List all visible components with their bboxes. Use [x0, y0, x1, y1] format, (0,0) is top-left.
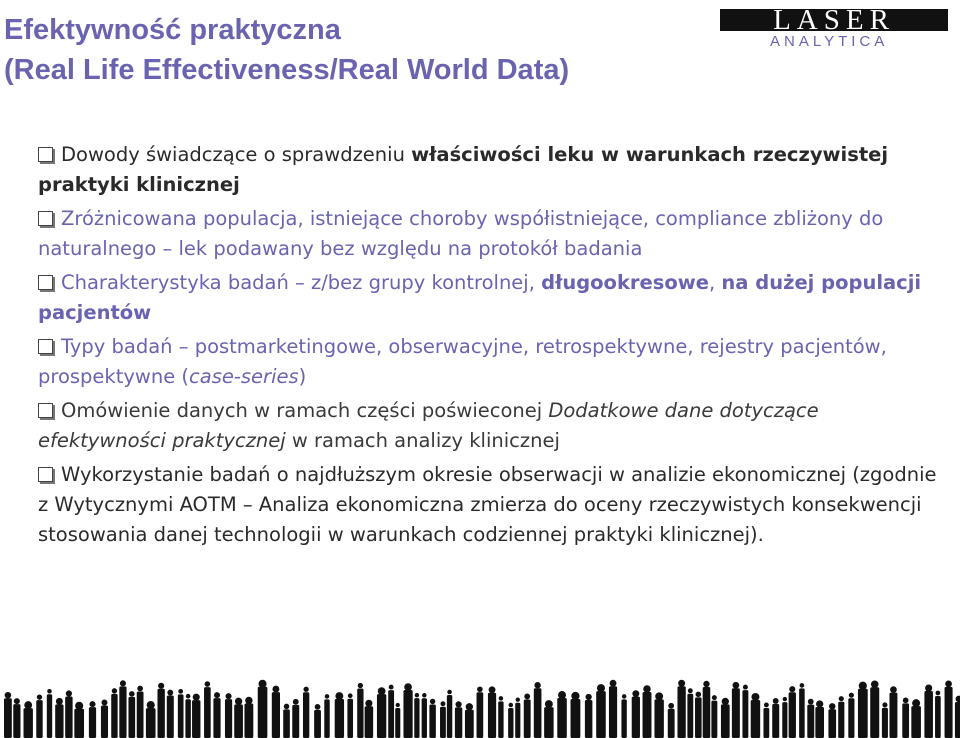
- person-head: [447, 690, 452, 695]
- person-body: [377, 694, 386, 738]
- person-body: [621, 699, 626, 738]
- person-body: [55, 704, 63, 738]
- person-head: [890, 686, 897, 693]
- person-body: [815, 707, 824, 738]
- person-head: [632, 690, 639, 697]
- person-head: [235, 698, 242, 705]
- person-body: [455, 707, 462, 738]
- person-head: [178, 689, 183, 694]
- person-head: [509, 703, 513, 707]
- person-head: [293, 699, 299, 705]
- person-body: [157, 689, 164, 738]
- person-head: [272, 686, 279, 693]
- person-body: [101, 705, 108, 738]
- person-head: [668, 703, 674, 709]
- person-head: [158, 683, 164, 689]
- person-body: [283, 709, 290, 738]
- person-body: [911, 706, 921, 738]
- person-head: [839, 696, 844, 701]
- person-body: [119, 686, 126, 738]
- person-body: [388, 690, 394, 738]
- person-body: [204, 687, 211, 738]
- person-head: [936, 691, 941, 696]
- person-head: [764, 703, 769, 708]
- person-head: [585, 694, 591, 700]
- bullet-item: Wykorzystanie badań o najdłuższym okresie obserwacji w analizie ekonomicznej (zgodnie z Wytycznymi AOTM – Analiza ekonomiczna zmierza do oceny rzeczywistych konsekwencji stosowania danej technologii w warunkach codziennej praktyki klinicznej).: [38, 463, 937, 546]
- person-body: [314, 710, 321, 738]
- person-body: [889, 693, 897, 738]
- person-head: [499, 696, 504, 701]
- person-head: [245, 697, 252, 704]
- person-body: [65, 697, 72, 738]
- person-head: [358, 683, 363, 688]
- person-body: [858, 689, 868, 738]
- person-body: [365, 706, 374, 738]
- person-head: [137, 686, 143, 692]
- person-head: [558, 691, 566, 699]
- person-head: [733, 682, 740, 689]
- person-body: [882, 708, 888, 738]
- person-head: [24, 701, 32, 709]
- person-body: [192, 700, 200, 738]
- person-body: [703, 687, 711, 738]
- person-head: [56, 698, 63, 705]
- person-body: [807, 705, 814, 738]
- person-head: [903, 698, 909, 704]
- person-head: [396, 703, 400, 707]
- person-head: [871, 681, 879, 689]
- person-body: [111, 694, 117, 738]
- person-head: [205, 681, 211, 687]
- person-body: [395, 708, 400, 738]
- person-body: [534, 688, 542, 738]
- person-head: [800, 683, 805, 688]
- person-head: [882, 702, 887, 707]
- person-head: [655, 692, 663, 700]
- person-body: [167, 696, 174, 738]
- person-body: [89, 707, 96, 738]
- person-body: [244, 704, 253, 738]
- person-body: [711, 701, 717, 738]
- person-head: [404, 683, 412, 691]
- person-head: [415, 693, 419, 697]
- person-body: [234, 704, 243, 738]
- person-head: [524, 694, 530, 700]
- person-body: [24, 708, 33, 738]
- person-head: [516, 698, 520, 702]
- person-head: [678, 680, 685, 687]
- person-body: [643, 692, 652, 738]
- person-head: [703, 681, 709, 687]
- person-body: [128, 697, 135, 738]
- person-body: [357, 688, 363, 738]
- checkbox-icon: [38, 467, 53, 482]
- person-head: [186, 694, 191, 699]
- bullet-list: [38, 140, 938, 554]
- title-line-1: Efektywność praktyczna: [4, 14, 341, 46]
- person-body: [935, 696, 941, 738]
- person-head: [112, 688, 117, 693]
- person-head: [14, 698, 20, 704]
- person-body: [447, 695, 452, 738]
- person-head: [534, 682, 540, 688]
- person-head: [912, 699, 920, 707]
- person-body: [799, 688, 805, 738]
- person-head: [789, 686, 795, 692]
- person-body: [137, 691, 144, 738]
- person-head: [66, 690, 72, 696]
- person-body: [347, 699, 353, 738]
- person-body: [225, 699, 232, 738]
- person-head: [75, 702, 83, 710]
- person-body: [557, 698, 567, 738]
- checkbox-icon: [38, 211, 53, 226]
- person-body: [74, 709, 84, 738]
- person-body: [258, 687, 268, 738]
- person-head: [688, 688, 693, 693]
- crowd-silhouette-decoration: [0, 676, 960, 738]
- person-head: [808, 699, 814, 705]
- person-body: [292, 705, 299, 738]
- person-body: [609, 686, 617, 738]
- person-body: [677, 686, 685, 738]
- person-body: [828, 709, 836, 738]
- person-head: [773, 698, 779, 704]
- person-head: [610, 680, 617, 687]
- person-body: [924, 691, 933, 738]
- person-head: [712, 695, 717, 700]
- person-head: [315, 704, 321, 710]
- person-head: [422, 693, 426, 697]
- person-body: [440, 707, 446, 738]
- person-body: [403, 690, 412, 738]
- person-head: [816, 700, 823, 707]
- person-body: [324, 699, 329, 738]
- person-head: [389, 685, 394, 690]
- person-body: [335, 699, 344, 738]
- person-head: [722, 698, 729, 705]
- checkbox-icon: [38, 275, 53, 290]
- person-head: [303, 687, 308, 692]
- person-head: [120, 680, 126, 686]
- person-head: [37, 694, 42, 699]
- bullet-item: Zróżnicowana populacja, istniejące choroby współistniejące, compliance zbliżony do naturalnego – lek podawany bez względu na protokół badania: [38, 207, 884, 260]
- title-line-2: (Real Life Effectiveness/Real World Data): [4, 54, 570, 86]
- person-body: [654, 699, 663, 738]
- person-body: [146, 708, 156, 738]
- person-body: [422, 698, 427, 738]
- bullet-item: Dowody świadczące o sprawdzeniu właściwości leku w warunkach rzeczywistej praktyki klinicznej: [38, 143, 889, 196]
- person-head: [365, 700, 372, 707]
- person-body: [571, 699, 581, 738]
- person-head: [102, 699, 108, 705]
- person-head: [696, 692, 702, 698]
- person-head: [167, 690, 173, 696]
- person-head: [643, 685, 650, 692]
- person-body: [751, 700, 760, 738]
- person-head: [925, 684, 932, 691]
- person-body: [178, 694, 184, 738]
- person-body: [508, 708, 513, 738]
- person-head: [545, 700, 553, 708]
- person-head: [945, 681, 952, 688]
- person-head: [258, 680, 266, 688]
- person-body: [782, 702, 787, 738]
- person-head: [859, 682, 867, 690]
- person-body: [955, 702, 960, 738]
- person-head: [335, 692, 343, 700]
- person-head: [597, 684, 605, 692]
- person-body: [695, 697, 702, 738]
- person-head: [571, 692, 579, 700]
- person-body: [585, 700, 592, 738]
- person-head: [455, 701, 461, 707]
- person-body: [772, 704, 779, 738]
- person-body: [732, 688, 740, 738]
- person-body: [763, 708, 769, 738]
- person-body: [544, 707, 553, 738]
- person-body: [721, 704, 730, 738]
- person-body: [687, 694, 693, 738]
- bullet-item: Charakterystyka badań – z/bez grupy kontrolnej, długookresowe, na dużej populacji pacjentów: [38, 271, 922, 324]
- person-head: [214, 692, 220, 698]
- person-head: [751, 693, 759, 701]
- person-body: [515, 703, 520, 738]
- person-head: [147, 701, 155, 709]
- person-body: [13, 704, 20, 738]
- person-body: [596, 691, 606, 738]
- person-body: [524, 699, 531, 738]
- person-head: [956, 696, 960, 703]
- person-body: [488, 693, 496, 738]
- checkbox-icon: [38, 339, 53, 354]
- person-head: [743, 685, 748, 690]
- person-body: [414, 698, 419, 738]
- person-body: [789, 692, 796, 738]
- person-head: [430, 699, 435, 704]
- person-head: [849, 693, 854, 698]
- person-head: [489, 686, 496, 693]
- person-body: [902, 703, 909, 738]
- bullet-item: Omówienie danych w ramach części poświeconej Dodatkowe dane dotyczące efektywności praktycznej w ramach analizy klinicznej: [38, 399, 819, 452]
- person-head: [47, 689, 52, 694]
- person-head: [829, 703, 835, 709]
- person-head: [378, 687, 386, 695]
- person-body: [185, 699, 190, 738]
- person-body: [742, 690, 748, 738]
- person-head: [5, 692, 12, 699]
- person-body: [848, 698, 854, 738]
- logo-analytica: ANALYTICA: [770, 33, 889, 50]
- person-body: [668, 709, 675, 738]
- person-body: [632, 697, 640, 738]
- person-head: [284, 704, 290, 710]
- person-body: [838, 702, 844, 738]
- person-body: [477, 692, 484, 738]
- person-head: [440, 701, 445, 706]
- slide-title: [4, 10, 569, 90]
- person-head: [783, 697, 787, 701]
- logo-laser: LASER: [720, 9, 948, 31]
- person-body: [945, 687, 953, 738]
- person-head: [325, 694, 330, 699]
- person-body: [213, 698, 220, 738]
- person-head: [622, 694, 627, 699]
- checkbox-icon: [38, 147, 53, 162]
- person-body: [303, 692, 309, 738]
- person-head: [477, 686, 483, 692]
- checkbox-icon: [38, 403, 53, 418]
- person-head: [129, 691, 135, 697]
- person-body: [429, 704, 435, 738]
- person-body: [870, 687, 879, 738]
- person-body: [272, 692, 280, 738]
- person-head: [226, 693, 232, 699]
- person-body: [36, 700, 42, 738]
- person-body: [4, 698, 12, 738]
- person-head: [348, 693, 353, 698]
- bullet-item: Typy badań – postmarketingowe, obserwacyjne, retrospektywne, rejestry pacjentów, prospektywne (case-series): [38, 335, 887, 388]
- person-body: [498, 701, 503, 738]
- person-head: [466, 703, 473, 710]
- person-head: [193, 694, 200, 701]
- person-head: [89, 701, 95, 707]
- person-body: [47, 694, 52, 738]
- person-body: [465, 710, 474, 738]
